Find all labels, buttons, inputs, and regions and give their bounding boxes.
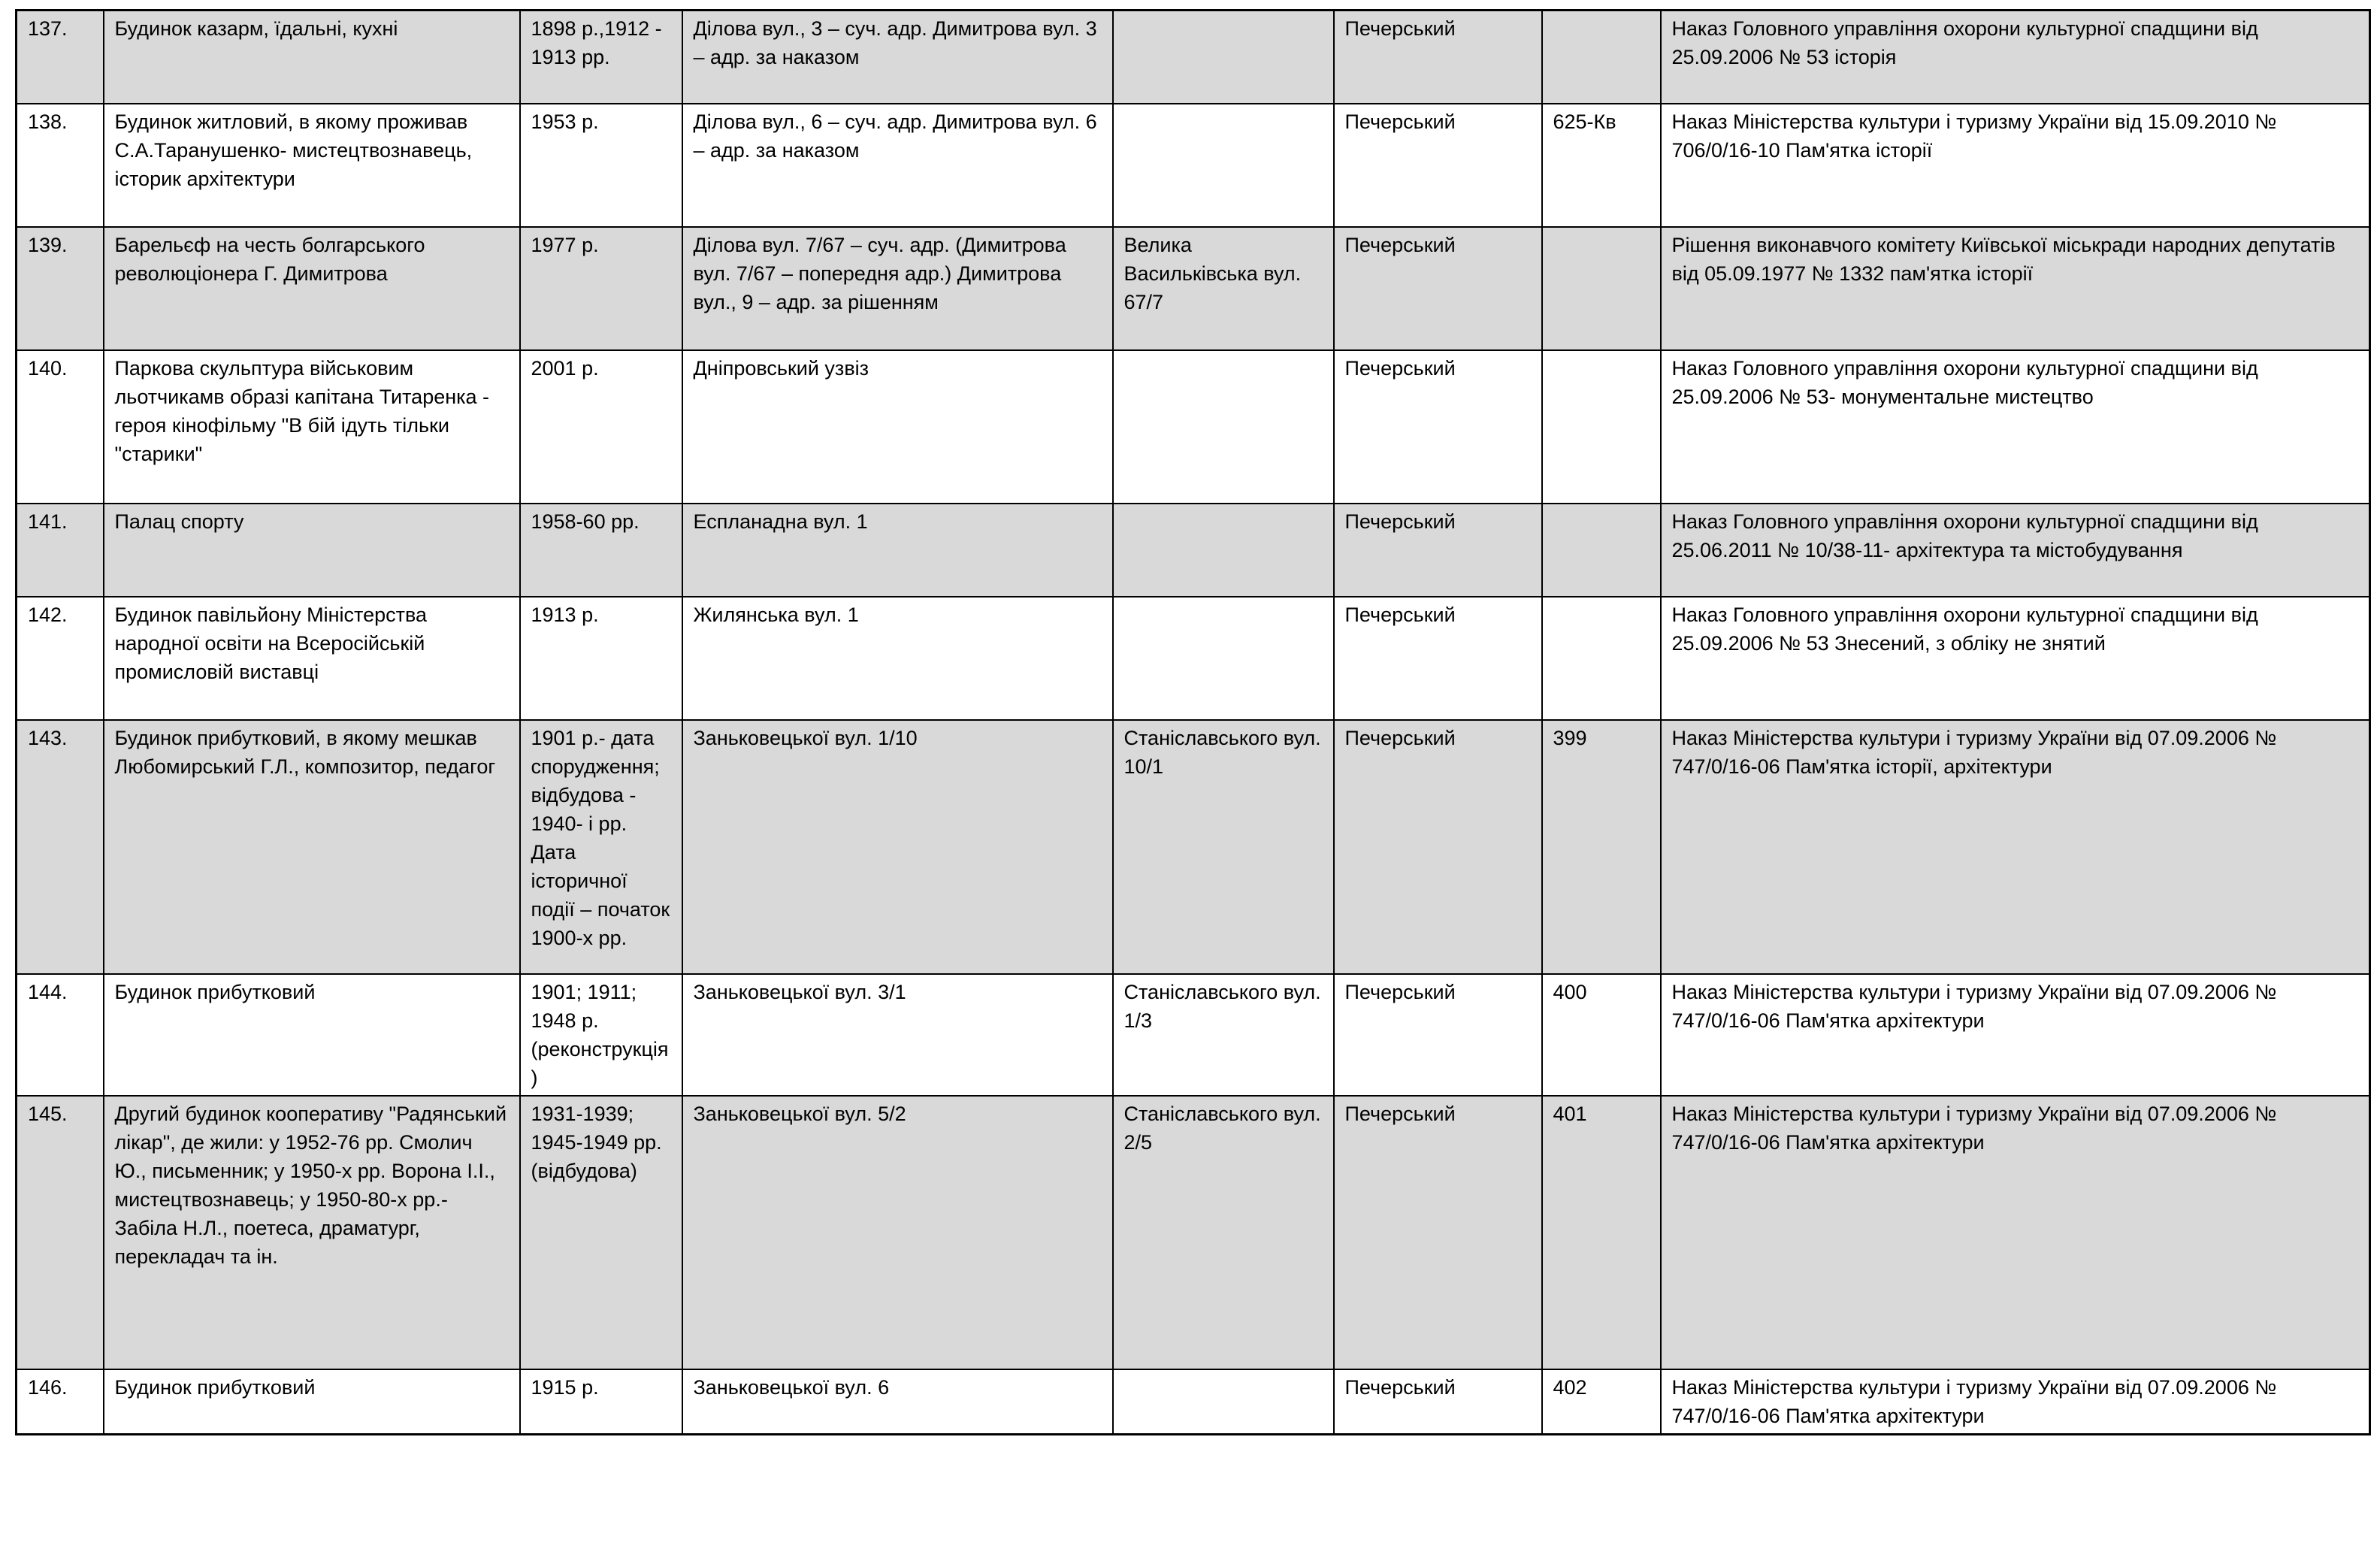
object-name: Другий будинок кооперативу "Радянський лікар", де жили: у 1952-76 рр. Смолич Ю., письменник; у 1950-х рр. Ворона І.І., мистецтвознавець; у 1950-80-х рр.- Забіла Н.Л., поетеса, драматург, перекладач та ін. bbox=[104, 1096, 520, 1369]
registry-code bbox=[1542, 350, 1661, 504]
table-row bbox=[17, 104, 2370, 227]
address-cell: Заньковецької вул. 6 bbox=[682, 1369, 1113, 1435]
registry-code: 401 bbox=[1542, 1096, 1661, 1369]
table-row bbox=[17, 11, 2370, 104]
object-name: Будинок прибутковий bbox=[104, 1369, 520, 1435]
alt-address-cell bbox=[1113, 504, 1334, 597]
address-cell: Заньковецької вул. 3/1 bbox=[682, 974, 1113, 1096]
table-row bbox=[17, 597, 2370, 720]
object-name: Барельєф на честь болгарського революціонера Г. Димитрова bbox=[104, 227, 520, 350]
address-cell: Еспланадна вул. 1 bbox=[682, 504, 1113, 597]
row-number: 141. bbox=[17, 504, 104, 597]
object-name: Будинок казарм, їдальні, кухні bbox=[104, 11, 520, 104]
registry-code: 402 bbox=[1542, 1369, 1661, 1435]
date-cell: 2001 р. bbox=[520, 350, 682, 504]
date-cell: 1958-60 рр. bbox=[520, 504, 682, 597]
date-cell: 1913 р. bbox=[520, 597, 682, 720]
date-cell: 1898 р.,1912 - 1913 рр. bbox=[520, 11, 682, 104]
district-cell: Печерський bbox=[1334, 597, 1542, 720]
district-cell: Печерський bbox=[1334, 1369, 1542, 1435]
district-cell: Печерський bbox=[1334, 104, 1542, 227]
registry-code: 399 bbox=[1542, 720, 1661, 974]
document-page bbox=[15, 9, 2369, 1435]
alt-address-cell bbox=[1113, 11, 1334, 104]
table-row bbox=[17, 1369, 2370, 1435]
alt-address-cell: Велика Васильківська вул. 67/7 bbox=[1113, 227, 1334, 350]
document-reference: Рішення виконавчого комітету Київської міськради народних депутатів від 05.09.1977 № 1332 пам'ятка історії bbox=[1661, 227, 2370, 350]
document-reference: Наказ Міністерства культури і туризму України від 15.09.2010 № 706/0/16-10 Пам'ятка історії bbox=[1661, 104, 2370, 227]
row-number: 138. bbox=[17, 104, 104, 227]
district-cell: Печерський bbox=[1334, 350, 1542, 504]
address-cell: Ділова вул. 7/67 – суч. адр. (Димитрова вул. 7/67 – попередня адр.) Димитрова вул., 9 – адр. за рішенням bbox=[682, 227, 1113, 350]
registry-code: 625-Кв bbox=[1542, 104, 1661, 227]
document-reference: Наказ Міністерства культури і туризму України від 07.09.2006 № 747/0/16-06 Пам'ятка архітектури bbox=[1661, 974, 2370, 1096]
date-cell: 1901; 1911; 1948 р. (реконструкція) bbox=[520, 974, 682, 1096]
table-row bbox=[17, 350, 2370, 504]
row-number: 139. bbox=[17, 227, 104, 350]
alt-address-cell bbox=[1113, 1369, 1334, 1435]
table-row bbox=[17, 227, 2370, 350]
row-number: 146. bbox=[17, 1369, 104, 1435]
district-cell: Печерський bbox=[1334, 1096, 1542, 1369]
table-body bbox=[17, 11, 2370, 1435]
date-cell: 1931-1939; 1945-1949 рр. (відбудова) bbox=[520, 1096, 682, 1369]
registry-code bbox=[1542, 11, 1661, 104]
registry-code: 400 bbox=[1542, 974, 1661, 1096]
heritage-registry-table bbox=[15, 9, 2371, 1435]
table-row bbox=[17, 504, 2370, 597]
district-cell: Печерський bbox=[1334, 227, 1542, 350]
document-reference: Наказ Головного управління охорони культурної спадщини від 25.06.2011 № 10/38-11- архітектура та містобудування bbox=[1661, 504, 2370, 597]
date-cell: 1977 р. bbox=[520, 227, 682, 350]
object-name: Паркова скульптура військовим льотчикамв образі капітана Титаренка - героя кінофільму "В бій ідуть тільки "старики" bbox=[104, 350, 520, 504]
registry-code bbox=[1542, 597, 1661, 720]
object-name: Будинок прибутковий bbox=[104, 974, 520, 1096]
alt-address-cell bbox=[1113, 597, 1334, 720]
address-cell: Ділова вул., 6 – суч. адр. Димитрова вул. 6 – адр. за наказом bbox=[682, 104, 1113, 227]
table-row bbox=[17, 720, 2370, 974]
district-cell: Печерський bbox=[1334, 720, 1542, 974]
district-cell: Печерський bbox=[1334, 974, 1542, 1096]
address-cell: Заньковецької вул. 5/2 bbox=[682, 1096, 1113, 1369]
address-cell: Заньковецької вул. 1/10 bbox=[682, 720, 1113, 974]
document-reference: Наказ Міністерства культури і туризму України від 07.09.2006 № 747/0/16-06 Пам'ятка архітектури bbox=[1661, 1096, 2370, 1369]
address-cell: Жилянська вул. 1 bbox=[682, 597, 1113, 720]
document-reference: Наказ Головного управління охорони культурної спадщини від 25.09.2006 № 53- монументальне мистецтво bbox=[1661, 350, 2370, 504]
object-name: Будинок павільйону Міністерства народної освіти на Всеросійській промисловій виставці bbox=[104, 597, 520, 720]
address-cell: Ділова вул., 3 – суч. адр. Димитрова вул. 3 – адр. за наказом bbox=[682, 11, 1113, 104]
alt-address-cell bbox=[1113, 350, 1334, 504]
alt-address-cell: Станіславського вул. 10/1 bbox=[1113, 720, 1334, 974]
document-reference: Наказ Головного управління охорони культурної спадщини від 25.09.2006 № 53 Знесений, з обліку не знятий bbox=[1661, 597, 2370, 720]
address-cell: Дніпровський узвіз bbox=[682, 350, 1113, 504]
object-name: Будинок житловий, в якому проживав С.А.Таранушенко- мистецтвознавець, історик архітектури bbox=[104, 104, 520, 227]
district-cell: Печерський bbox=[1334, 504, 1542, 597]
alt-address-cell: Станіславського вул. 2/5 bbox=[1113, 1096, 1334, 1369]
object-name: Палац спорту bbox=[104, 504, 520, 597]
date-cell: 1953 р. bbox=[520, 104, 682, 227]
alt-address-cell: Станіславського вул. 1/3 bbox=[1113, 974, 1334, 1096]
row-number: 144. bbox=[17, 974, 104, 1096]
object-name: Будинок прибутковий, в якому мешкав Любомирський Г.Л., композитор, педагог bbox=[104, 720, 520, 974]
table-row bbox=[17, 1096, 2370, 1369]
row-number: 142. bbox=[17, 597, 104, 720]
row-number: 137. bbox=[17, 11, 104, 104]
row-number: 143. bbox=[17, 720, 104, 974]
table-row bbox=[17, 974, 2370, 1096]
document-reference: Наказ Головного управління охорони культурної спадщини від 25.09.2006 № 53 історія bbox=[1661, 11, 2370, 104]
row-number: 145. bbox=[17, 1096, 104, 1369]
district-cell: Печерський bbox=[1334, 11, 1542, 104]
date-cell: 1915 р. bbox=[520, 1369, 682, 1435]
document-reference: Наказ Міністерства культури і туризму України від 07.09.2006 № 747/0/16-06 Пам'ятка архітектури bbox=[1661, 1369, 2370, 1435]
registry-code bbox=[1542, 504, 1661, 597]
alt-address-cell bbox=[1113, 104, 1334, 227]
row-number: 140. bbox=[17, 350, 104, 504]
date-cell: 1901 р.- дата спорудження; відбудова - 1940- і рр. Дата історичної події – початок 1900-х рр. bbox=[520, 720, 682, 974]
registry-code bbox=[1542, 227, 1661, 350]
document-reference: Наказ Міністерства культури і туризму України від 07.09.2006 № 747/0/16-06 Пам'ятка історії, архітектури bbox=[1661, 720, 2370, 974]
